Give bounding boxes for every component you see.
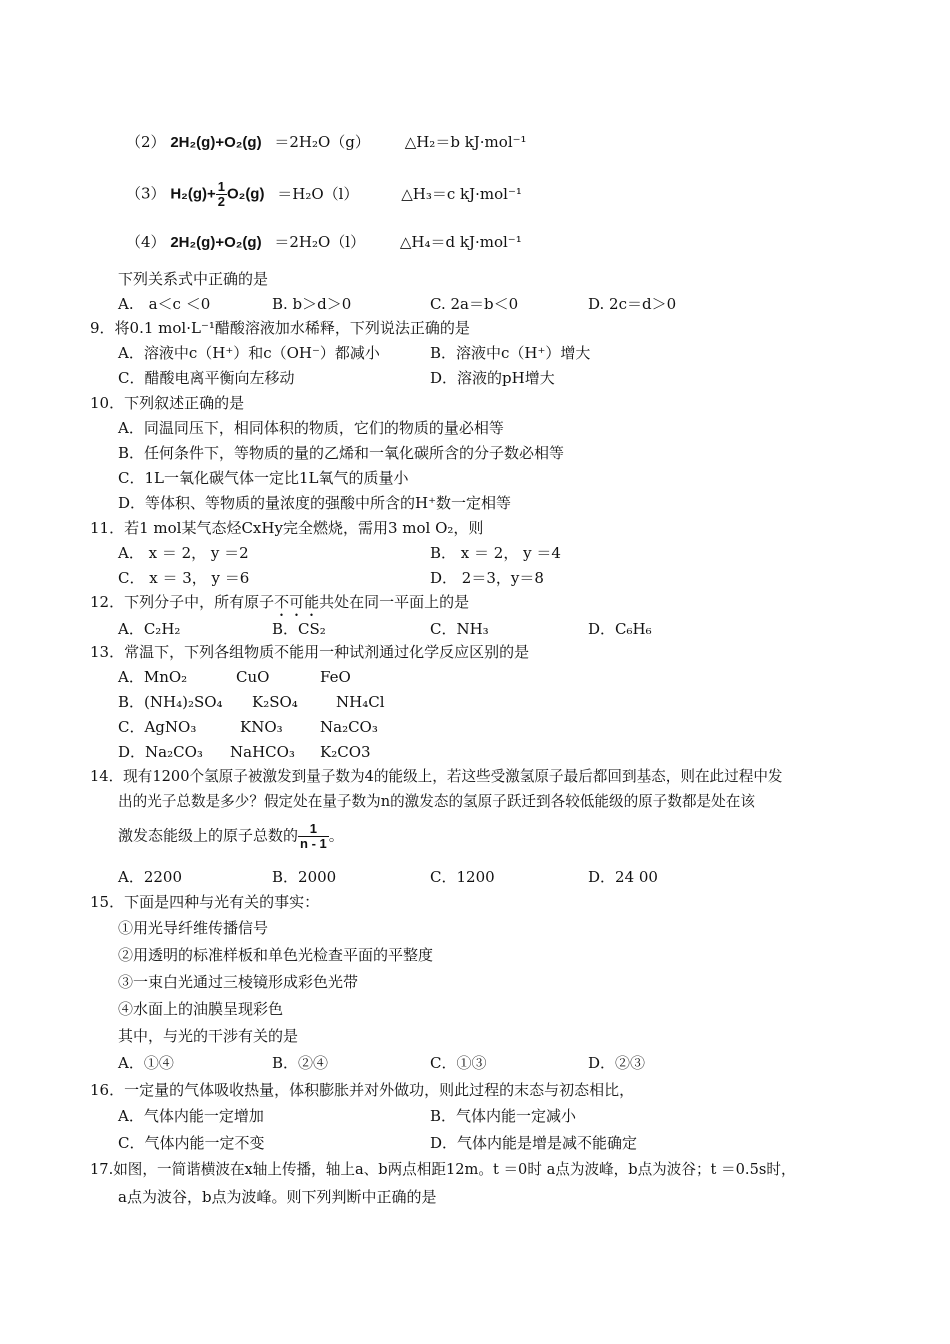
equation-2: [126, 132, 527, 153]
q12-option-a: A．C₂H₂: [118, 620, 181, 638]
q14-option-d: D．24 00: [588, 868, 658, 886]
equation-3: [126, 180, 522, 209]
q14-line-1: 14．现有1200个氢原子被激发到量子数为4的能级上，若这些受激氢原子最后都回到基态，则在此过程中发: [90, 768, 783, 785]
eq-rhs: ＝H₂O（l）: [277, 184, 359, 203]
q10-option-d: D．等体积、等物质的量浓度的强酸中所含的H⁺数一定相等: [118, 494, 512, 512]
q15-ask: 其中，与光的干涉有关的是: [118, 1027, 299, 1045]
q11-option-a: A． x ＝ 2， y ＝2: [118, 544, 249, 562]
q8-option-d: D. 2c＝d＞0: [588, 295, 677, 313]
q10-option-a: A．同温同压下，相同体积的物质，它们的物质的量必相等: [118, 419, 504, 437]
eq-rhs: ＝2H₂O（l）: [274, 233, 366, 251]
q13-row-a: [118, 667, 351, 687]
eq-label: （4）: [126, 233, 166, 251]
q15-stem: 15．下面是四种与光有关的事实：: [90, 893, 320, 911]
q14-option-a: A．2200: [118, 868, 183, 886]
q15-fact-1: ①用光导纤维传播信号: [118, 919, 269, 937]
q14-option-c: C．1200: [430, 868, 495, 886]
q13-item: KNO₃: [240, 718, 283, 736]
eq-lhs: 2H₂(g)+O₂(g): [170, 134, 262, 151]
q16-option-d: D．气体内能是增是减不能确定: [430, 1134, 638, 1152]
q17-line-2: a点为波谷，b点为波峰。则下列判断中正确的是: [118, 1188, 437, 1206]
q12-stem-b: 共处在同一平面上的是: [319, 593, 470, 611]
q13-item: K₂SO₄: [252, 693, 298, 711]
q13-item: FeO: [320, 668, 351, 686]
q14-line-3-text: 激发态能级上的原子总数的: [118, 826, 299, 845]
q12-stem: [90, 592, 469, 620]
q13-item: NH₄Cl: [336, 693, 385, 711]
q11-option-c: C． x ＝ 3， y ＝6: [118, 569, 250, 587]
q8-option-b: B. b＞d＞0: [272, 295, 352, 313]
equation-4: [126, 232, 522, 253]
eq-label: （2）: [126, 133, 166, 151]
q9-stem: 9．将0.1 mol·L⁻¹醋酸溶液加水稀释，下列说法正确的是: [90, 319, 470, 337]
q13-item: B．(NH₄)₂SO₄: [118, 693, 223, 711]
q9-option-a: A．溶液中c（H⁺）和c（OH⁻）都减小: [118, 344, 380, 362]
q15-fact-3: ③一束白光通过三棱镜形成彩色光带: [118, 973, 359, 991]
q12-stem-a: 12．下列分子中，所有原子: [90, 593, 275, 611]
eq-enthalpy: △H₃＝c kJ·mol⁻¹: [401, 184, 522, 203]
q13-stem: 13．常温下，下列各组物质不能用一种试剂通过化学反应区别的是: [90, 643, 530, 661]
q8-option-a: A. a＜c ＜0: [118, 295, 211, 313]
q14-line-3: [118, 822, 344, 851]
q13-item: K₂CO3: [320, 743, 371, 761]
q15-option-b: B．②④: [272, 1054, 329, 1072]
q17-line-1: 17.如图，一简谐横波在x轴上传播，轴上a、b两点相距12m。t ＝0时 a点为波峰，b点为波谷；t ＝0.5s时，: [90, 1161, 796, 1178]
q9-option-b: B．溶液中c（H⁺）增大: [430, 344, 591, 362]
eq-fraction: $\frac{1}{2}$: [217, 179, 225, 209]
eq-lhs: 2H₂(g)+O₂(g): [170, 234, 262, 251]
q15-fact-2: ②用透明的标准样板和单色光检查平面的平整度: [118, 946, 434, 964]
q10-option-c: C．1L一氧化碳气体一定比1L氧气的质量小: [118, 469, 409, 487]
eq-enthalpy: △H₂＝b kJ·mol⁻¹: [404, 133, 527, 151]
q11-option-b: B． x ＝ 2， y ＝4: [430, 544, 561, 562]
q13-item: Na₂CO₃: [320, 718, 378, 736]
q9-option-c: C．醋酸电离平衡向左移动: [118, 369, 295, 387]
q13-item: NaHCO₃: [230, 743, 295, 761]
q11-option-d: D． 2＝3，y＝8: [430, 569, 544, 587]
q12-option-b: B．CS₂: [272, 620, 326, 638]
q16-option-a: A．气体内能一定增加: [118, 1107, 264, 1125]
q15-option-a: A．①④: [118, 1054, 174, 1072]
eq-enthalpy: △H₄＝d kJ·mol⁻¹: [399, 233, 522, 251]
q10-stem: 10．下列叙述正确的是: [90, 394, 245, 412]
q14-tail: 。: [328, 826, 344, 845]
q13-item: C．AgNO₃: [118, 718, 197, 736]
q13-row-c: [118, 717, 378, 737]
eq-lhs-b: O₂(g): [226, 185, 265, 203]
q16-stem: 16．一定量的气体吸收热量，体积膨胀并对外做功，则此过程的末态与初态相比，: [90, 1081, 635, 1099]
q10-option-b: B．任何条件下，等物质的量的乙烯和一氧化碳所含的分子数必相等: [118, 444, 565, 462]
q12-stem-emphasis: 不可能: [274, 593, 320, 611]
q8-stem: 下列关系式中正确的是: [118, 270, 269, 288]
q13-row-d: [118, 742, 371, 762]
q12-option-d: D．C₆H₆: [588, 620, 652, 638]
q14-line-2: 出的光子总数是多少？假定处在量子数为n的激发态的氢原子跃迁到各较低能级的原子数都是处在该: [118, 793, 755, 810]
q15-option-c: C．①③: [430, 1054, 487, 1072]
q8-option-c: C. 2a＝b＜0: [430, 295, 519, 313]
q16-option-c: C．气体内能一定不变: [118, 1134, 265, 1152]
q9-option-d: D．溶液的pH增大: [430, 369, 555, 387]
q15-option-d: D．②③: [588, 1054, 646, 1072]
q14-fraction: $\frac{1}{n - 1}$: [300, 821, 327, 851]
q15-fact-4: ④水面上的油膜呈现彩色: [118, 1000, 284, 1018]
q16-option-b: B．气体内能一定减小: [430, 1107, 577, 1125]
q14-option-b: B．2000: [272, 868, 337, 886]
eq-label: （3）: [126, 184, 166, 203]
q11-stem: 11．若1 mol某气态烃CxHy完全燃烧，需用3 mol O₂，则: [90, 519, 484, 537]
q13-item: A．MnO₂: [118, 668, 188, 686]
eq-rhs: ＝2H₂O（g）: [274, 133, 370, 151]
eq-lhs: H₂(g)+: [170, 185, 216, 203]
q12-option-c: C．NH₃: [430, 620, 489, 638]
q13-item: D．Na₂CO₃: [118, 743, 203, 761]
q13-item: CuO: [236, 668, 270, 686]
q13-row-b: [118, 692, 385, 712]
